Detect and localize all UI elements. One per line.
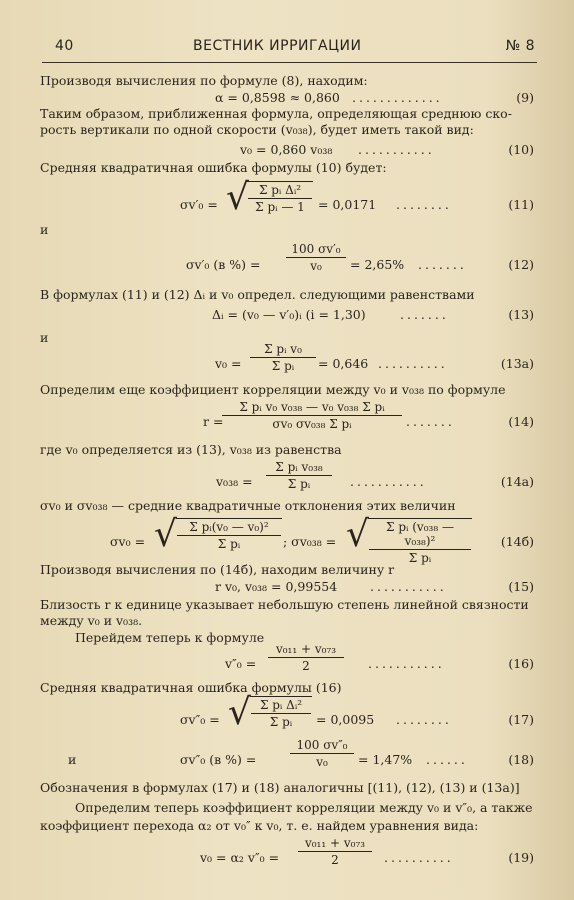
running-header bbox=[55, 36, 535, 58]
denominator: Σ pᵢ bbox=[408, 551, 432, 565]
conjunction: и bbox=[40, 222, 49, 237]
dot-leader: ...... bbox=[426, 752, 468, 767]
radical-sign: √ bbox=[228, 692, 251, 733]
equation-14a-lhs: v₀₃₈ = bbox=[216, 474, 253, 489]
header-rule bbox=[42, 62, 537, 63]
denominator: Σ pᵢ bbox=[271, 359, 295, 373]
equation-14b-left-lhs: σv₀ = bbox=[110, 534, 146, 549]
page-number: 40 bbox=[55, 38, 74, 54]
equation-16-fraction bbox=[268, 642, 344, 673]
radical-sign: √ bbox=[154, 514, 177, 555]
numerator: v₀₁₁ + v₀₇₃ bbox=[275, 642, 337, 656]
paragraph-line: Средняя квадратичная ошибка формулы (10) будет: bbox=[40, 160, 387, 175]
numerator: Σ pᵢ(v₀ — v₀)² bbox=[189, 520, 269, 534]
fraction-bar bbox=[268, 657, 344, 658]
equation-number: (14а) bbox=[500, 474, 534, 489]
equation-11-lhs: σv′₀ = bbox=[180, 197, 218, 212]
dot-leader: ........ bbox=[396, 197, 452, 212]
fraction-bar bbox=[369, 549, 471, 550]
fraction-bar bbox=[251, 713, 311, 714]
dot-leader: ........ bbox=[396, 712, 452, 727]
equation-13: Δᵢ = (v₀ — v′₀)ᵢ (i = 1,30) bbox=[212, 307, 366, 322]
equation-19-fraction bbox=[298, 836, 372, 867]
numerator: Σ pᵢ v₀₃₈ bbox=[275, 460, 323, 474]
fraction-bar bbox=[222, 415, 402, 416]
equation-number: (17) bbox=[508, 712, 534, 727]
dot-leader: ............. bbox=[352, 90, 443, 105]
paragraph-line: В формулах (11) и (12) Δᵢ и v₀ определ. следующими равенствами bbox=[40, 287, 475, 302]
fraction-bar bbox=[286, 257, 346, 258]
equation-11-fraction bbox=[248, 183, 312, 214]
fraction-bar bbox=[266, 475, 332, 476]
fraction-bar bbox=[177, 535, 281, 536]
conjunction: и bbox=[68, 752, 77, 767]
numerator: Σ pᵢ (v₀₃₈ — v₀₃₈)² bbox=[386, 520, 454, 548]
equation-number: (14б) bbox=[500, 534, 534, 549]
numerator: Σ pᵢ Δᵢ² bbox=[258, 183, 302, 197]
equation-18-fraction bbox=[290, 738, 354, 769]
equation-14b-right-lhs: ; σv₀₃₈ = bbox=[283, 534, 337, 549]
equation-14a-fraction bbox=[266, 460, 332, 491]
paragraph-line: Производя вычисления по (14б), находим величину r bbox=[40, 562, 395, 577]
paragraph-line: между v₀ и v₀₃₈. bbox=[40, 613, 143, 628]
radical-bar bbox=[176, 518, 282, 519]
equation-18-lhs: σv″₀ (в %) = bbox=[180, 752, 257, 767]
paragraph-line: рость вертикали по одной скорости (v₀₃₈), будет иметь такой вид: bbox=[40, 122, 474, 137]
denominator: Σ pᵢ bbox=[269, 715, 293, 729]
equation-number: (18) bbox=[508, 752, 534, 767]
denominator: v₀ bbox=[310, 259, 322, 273]
fraction-bar bbox=[290, 753, 354, 754]
radical-sign: √ bbox=[226, 177, 249, 218]
paragraph-line: Близость r к единице указывает небольшую степень линейной связности bbox=[40, 597, 529, 612]
equation-12-result: = 2,65% bbox=[350, 257, 405, 272]
denominator: 2 bbox=[331, 853, 339, 867]
radical-bar bbox=[250, 696, 312, 697]
fraction-bar bbox=[298, 851, 372, 852]
equation-number: (19) bbox=[508, 850, 534, 865]
numerator: 100 σv′₀ bbox=[291, 242, 341, 256]
equation-9: α = 0,8598 ≈ 0,860 bbox=[215, 90, 340, 105]
equation-10: v₀ = 0,860 v₀₃₈ bbox=[240, 142, 333, 157]
fraction-bar bbox=[248, 198, 312, 199]
equation-14-lhs: r = bbox=[203, 414, 224, 429]
paragraph-line: коэффициент перехода α₂ от v₀″ к v₀, т. е. найдем уравнения вида: bbox=[40, 818, 479, 833]
paragraph-line: где v₀ определяется из (13), v₀₃₈ из равенства bbox=[40, 442, 342, 457]
equation-19-lhs: v₀ = α₂ v″₀ = bbox=[200, 850, 280, 865]
paragraph-line: Производя вычисления по формуле (8), находим: bbox=[40, 73, 368, 88]
equation-number: (16) bbox=[508, 656, 534, 671]
equation-17-result: = 0,0095 bbox=[316, 712, 375, 727]
equation-14b-left-fraction bbox=[177, 520, 281, 551]
paragraph-line: Перейдем теперь к формуле bbox=[75, 630, 265, 645]
radical-sign: √ bbox=[346, 514, 369, 555]
conjunction: и bbox=[40, 330, 49, 345]
equation-12-fraction bbox=[286, 242, 346, 273]
equation-16-lhs: v″₀ = bbox=[225, 656, 257, 671]
equation-number: (9) bbox=[516, 90, 534, 105]
dot-leader: ........... bbox=[358, 142, 435, 157]
dot-leader: .......... bbox=[378, 356, 448, 371]
equation-number: (14) bbox=[508, 414, 534, 429]
dot-leader: ........... bbox=[370, 579, 447, 594]
denominator: Σ pᵢ — 1 bbox=[255, 200, 305, 214]
journal-title: ВЕСТНИК ИРРИГАЦИИ bbox=[193, 38, 362, 54]
equation-14-fraction bbox=[222, 400, 402, 431]
paragraph-line: Обозначения в формулах (17) и (18) аналогичны [(11), (12), (13) и (13а)] bbox=[40, 780, 520, 795]
equation-11-result: = 0,0171 bbox=[318, 197, 377, 212]
paragraph-line: Определим еще коэффициент корреляции между v₀ и v₀₃₈ по формуле bbox=[40, 382, 506, 397]
equation-17-fraction bbox=[251, 698, 311, 729]
equation-13a-lhs: v₀ = bbox=[215, 356, 242, 371]
equation-number: (13) bbox=[508, 307, 534, 322]
fraction-bar bbox=[250, 357, 316, 358]
numerator: Σ pᵢ v₀ v₀₃₈ — v₀ v₀₃₈ Σ pᵢ bbox=[239, 400, 385, 414]
dot-leader: ....... bbox=[400, 307, 449, 322]
equation-number: (11) bbox=[508, 197, 534, 212]
issue-number: № 8 bbox=[505, 38, 535, 54]
equation-18-result: = 1,47% bbox=[358, 752, 413, 767]
numerator: Σ pᵢ v₀ bbox=[264, 342, 302, 356]
denominator: σv₀ σv₀₃₈ Σ pᵢ bbox=[272, 417, 352, 431]
dot-leader: ....... bbox=[406, 414, 455, 429]
dot-leader: ........... bbox=[368, 656, 445, 671]
paragraph-line: Средняя квадратичная ошибка формулы (16) bbox=[40, 680, 342, 695]
denominator: v₀ bbox=[316, 755, 328, 769]
dot-leader: ....... bbox=[418, 257, 467, 272]
numerator: Σ pᵢ Δᵢ² bbox=[259, 698, 303, 712]
radical-bar bbox=[247, 181, 313, 182]
denominator: Σ pᵢ bbox=[217, 537, 241, 551]
dot-leader: .......... bbox=[384, 850, 454, 865]
equation-number: (12) bbox=[508, 257, 534, 272]
equation-13a-result: = 0,646 bbox=[318, 356, 369, 371]
equation-number: (10) bbox=[508, 142, 534, 157]
numerator: 100 σv″₀ bbox=[296, 738, 348, 752]
paragraph-line: σv₀ и σv₀₃₈ — средние квадратичные отклонения этих величин bbox=[40, 498, 456, 513]
numerator: v₀₁₁ + v₀₇₃ bbox=[304, 836, 366, 850]
equation-12-lhs: σv′₀ (в %) = bbox=[186, 257, 261, 272]
denominator: Σ pᵢ bbox=[287, 477, 311, 491]
dot-leader: ........... bbox=[350, 474, 427, 489]
paragraph-line: Определим теперь коэффициент корреляции между v₀ и v″₀, а также bbox=[75, 800, 533, 815]
equation-number: (13а) bbox=[500, 356, 534, 371]
equation-13a-fraction bbox=[250, 342, 316, 373]
paragraph-line: Таким образом, приближенная формула, определяющая среднюю ско- bbox=[40, 106, 512, 121]
denominator: 2 bbox=[302, 659, 310, 673]
radical-bar bbox=[368, 518, 472, 519]
equation-14b-right-fraction bbox=[369, 520, 471, 565]
equation-15: r v₀, v₀₃₈ = 0,99554 bbox=[215, 579, 338, 594]
equation-number: (15) bbox=[508, 579, 534, 594]
equation-17-lhs: σv″₀ = bbox=[180, 712, 220, 727]
